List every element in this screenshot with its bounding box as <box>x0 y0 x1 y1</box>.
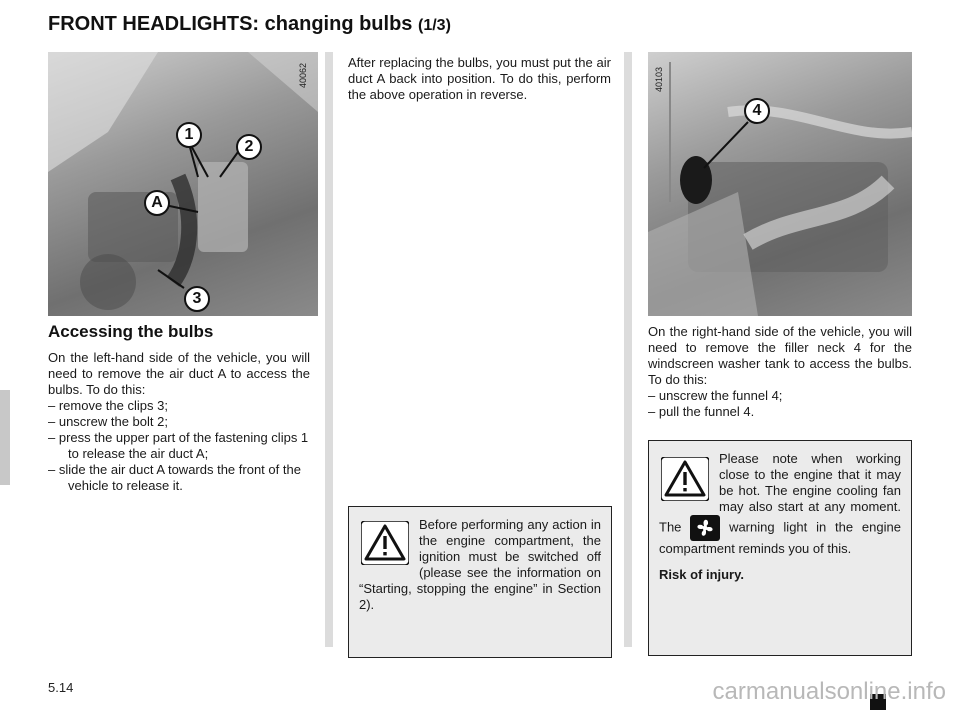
page-number: 5.14 <box>48 680 74 695</box>
hot-engine-warning-box <box>648 440 912 656</box>
right-text <box>648 324 912 420</box>
accessing-intro: On the left-hand side of the vehicle, you will need to remove the air duct A to access the bulbs. To do this: <box>48 350 310 397</box>
hot-engine-warning-text: Please note when working close to the engine that it may be hot. The engine cooling fan may also start at any moment. The warning light in the engine compartment reminds you of this. Risk of injury. <box>659 451 901 582</box>
title-suffix: (1/3) <box>418 17 451 34</box>
callout-1: 1 <box>176 122 202 148</box>
column-divider <box>325 52 333 647</box>
callout-3: 3 <box>184 286 210 312</box>
step-item: – slide the air duct A towards the front of the vehicle to release it. <box>48 462 301 493</box>
right-engine-photo <box>648 52 912 316</box>
photo-code: 40062 <box>298 62 308 88</box>
callout-4: 4 <box>744 98 770 124</box>
watermark: carmanualsonline.info <box>712 678 946 705</box>
photo-code: 40103 <box>654 66 664 92</box>
accessing-steps <box>48 398 310 494</box>
right-intro: On the right-hand side of the vehicle, you will need to remove the filler neck 4 for the windscreen washer tank to access the bulbs. To do this: <box>648 324 912 387</box>
ignition-warning-text: Before performing any action in the engine compartment, the ignition must be switched off (please see the information on “Starting, stopping the engine” in Section 2). <box>359 517 601 612</box>
left-engine-photo <box>48 52 318 316</box>
page-title: FRONT HEADLIGHTS: changing bulbs (1/3) <box>48 13 451 35</box>
cooling-fan-icon <box>690 515 720 541</box>
right-steps <box>648 388 912 420</box>
section-heading: Accessing the bulbs <box>48 322 214 341</box>
risk-of-injury: Risk of injury. <box>659 567 744 582</box>
ignition-warning-box <box>348 506 612 658</box>
accessing-text <box>48 350 310 494</box>
step-item: – press the upper part of the fastening clips 1 to release the air duct A; <box>48 430 309 461</box>
step-item: – pull the funnel 4. <box>648 404 755 419</box>
callout-2: 2 <box>236 134 262 160</box>
step-item: – remove the clips 3; <box>48 398 168 413</box>
column-divider <box>624 52 632 647</box>
engine-bay-photo-icon <box>48 52 318 316</box>
step-item: – unscrew the funnel 4; <box>648 388 783 403</box>
callout-a: A <box>144 190 170 216</box>
engine-bay-photo-icon <box>648 52 912 316</box>
step-item: – unscrew the bolt 2; <box>48 414 168 429</box>
warning-icon <box>661 457 709 501</box>
section-tab <box>0 390 10 485</box>
warning-icon <box>361 521 409 565</box>
reinstall-text: After replacing the bulbs, you must put the air duct A back into position. To do this, perform the above operation in reverse. <box>348 55 611 102</box>
